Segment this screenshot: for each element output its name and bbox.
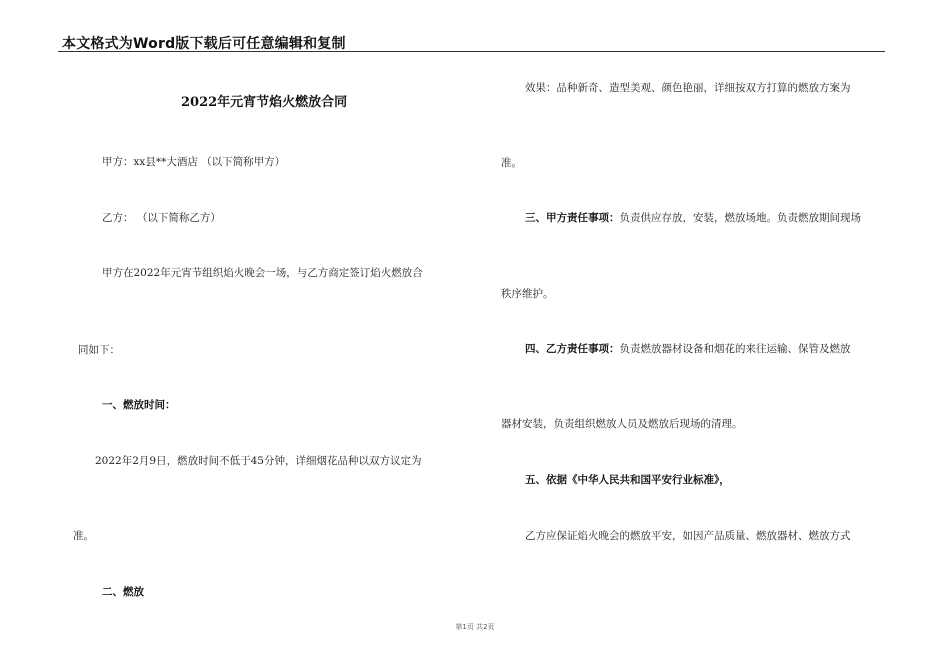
section1-heading: 一、燃放时间： [102, 399, 176, 411]
party-b-line: 乙方： （以下简称乙方） [102, 212, 221, 224]
intro-paragraph-line2: 同如下： [78, 344, 120, 356]
section4-line2: 器材安装，负责组织燃放人员及燃放后现场的清理。 [501, 418, 743, 430]
section3-text: 负责供应存放，安装，燃放场地。负责燃放期间现场 [619, 212, 861, 224]
section4-line1 [525, 341, 851, 356]
section4-heading: 四、乙方责任事项： [525, 343, 620, 355]
section4-text: 负责燃放器材设备和烟花的来往运输、保管及燃放 [619, 343, 851, 355]
intro-paragraph-line1: 甲方在2022年元宵节组织焰火晚会一场，与乙方商定签订焰火燃放合 [102, 267, 423, 279]
section3-line2: 秩序维护。 [501, 288, 554, 300]
section2-heading: 二、燃放 [102, 586, 144, 598]
page-footer: 第1页 共2页 [455, 623, 495, 631]
party-a-line: 甲方：xx县**大酒店 （以下简称甲方） [102, 156, 286, 168]
section5-heading: 五、依据《中华人民共和国平安行业标准》， [525, 474, 730, 486]
effect-line2: 准。 [501, 157, 522, 169]
effect-line1: 效果：品种新奇、造型美观、颜色艳丽，详细按双方打算的燃放方案为 [525, 82, 851, 94]
document-title: 2022年元宵节焰火燃放合同 [181, 95, 348, 110]
download-banner: 本文格式为Word版下载后可任意编辑和复制 [62, 36, 346, 52]
section3-heading: 三、甲方责任事项： [525, 212, 620, 224]
section1-line2: 准。 [73, 530, 94, 542]
section3-line1 [525, 210, 861, 225]
header-rule [58, 51, 885, 52]
section5-line1: 乙方应保证焰火晚会的燃放平安，如因产品质量、燃放器材、燃放方式 [525, 530, 851, 542]
section1-line1: 2022年2月9日，燃放时间不低于45分钟，详细烟花品种以双方议定为 [95, 455, 422, 467]
